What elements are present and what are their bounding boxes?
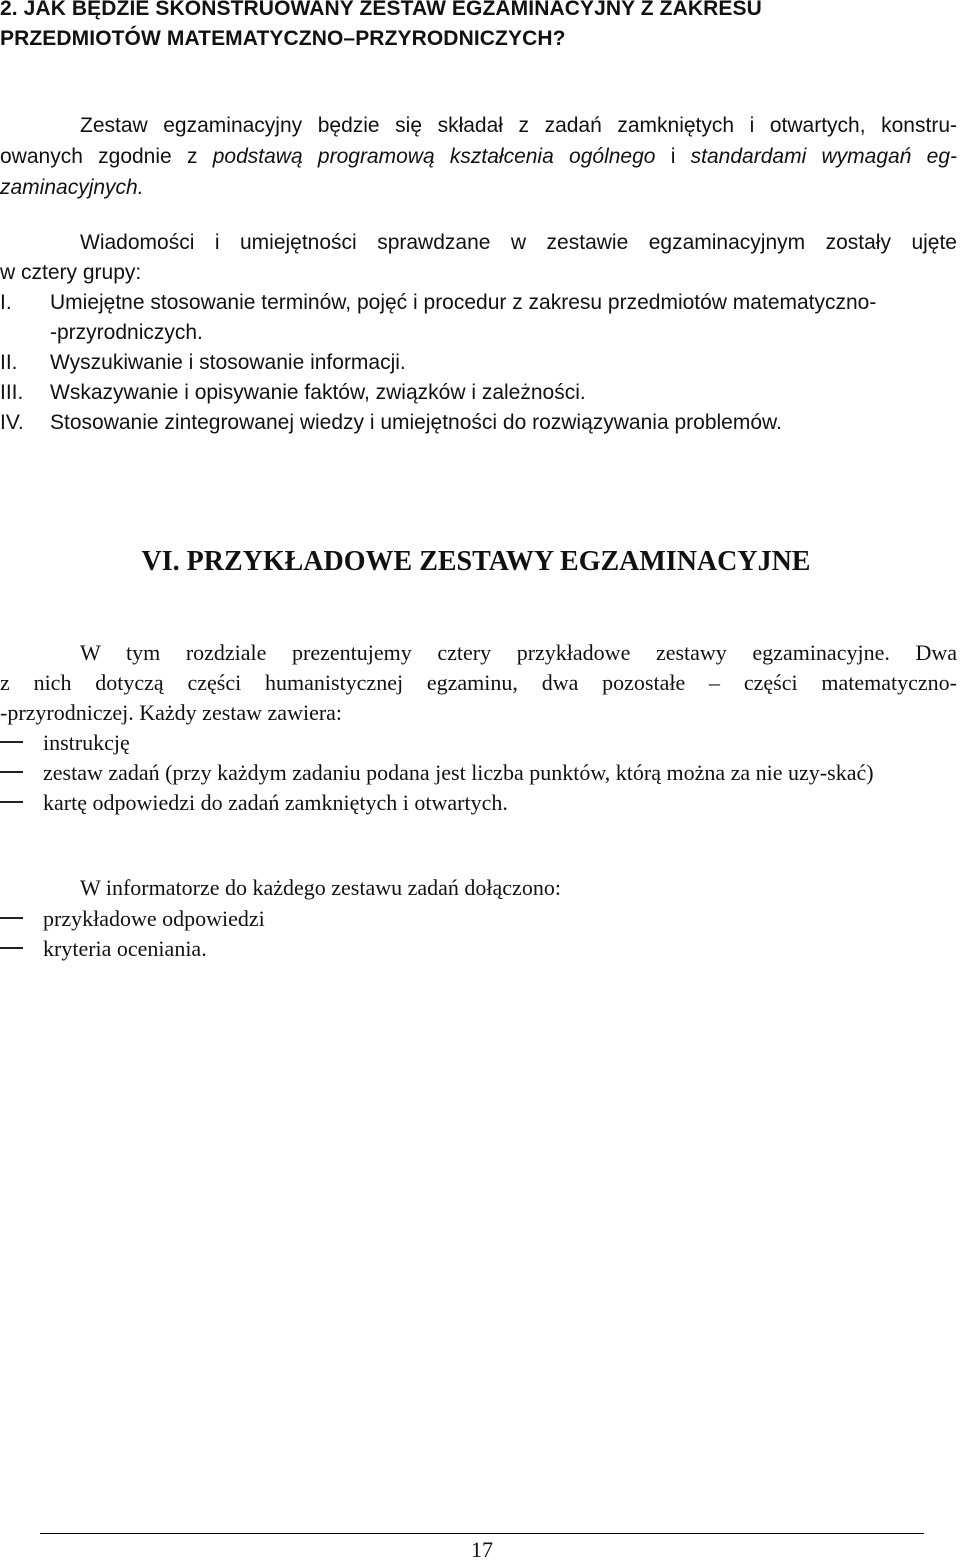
skills-lead-line2: w cztery grupy: (0, 261, 142, 284)
list-item (0, 904, 957, 934)
list-item-text: Wyszukiwanie i stosowanie informacji. (50, 351, 406, 374)
list-item (0, 288, 957, 348)
chapter-title-text: VI. PRZYKŁADOWE ZESTAWY EGZAMINACYJNE (141, 546, 811, 577)
list-item-text: przykładowe odpowiedzi (43, 906, 265, 931)
list-item-text: Stosowanie zintegrowanej wiedzy i umiejętności do rozwiązywania problemów. (50, 411, 782, 434)
skills-section (0, 228, 957, 438)
dash-bullet-icon (0, 788, 43, 818)
dash-bullet-icon (0, 728, 43, 758)
intro-text: owanych zgodnie z (0, 145, 213, 168)
list-item (0, 378, 957, 408)
section-heading-line2: PRZEDMIOTÓW MATEMATYCZNO–PRZYRODNICZYCH? (0, 27, 566, 50)
list-item (0, 934, 957, 964)
intro-text-and: i (655, 145, 691, 168)
section-heading-line1: 2. JAK BĘDZIE SKONSTRUOWANY ZESTAW EGZAMINACYJNY Z ZAKRESU (0, 0, 762, 20)
list-item-text (50, 288, 876, 348)
list-item (0, 758, 957, 788)
list-item (0, 348, 957, 378)
list-item-text: kryteria oceniania. (43, 936, 207, 961)
attachments-lead: W informatorze do każdego zestawu zadań dołączono: (80, 875, 561, 900)
section-heading (0, 0, 955, 54)
list-item (0, 728, 957, 758)
list-item-text: instrukcję (43, 730, 130, 755)
intro-line1: Zestaw egzaminacyjny będzie się składał z zadań zamkniętych i otwartych, konstru- (80, 114, 957, 137)
list-item-number: IV. (0, 411, 24, 434)
list-item (0, 408, 957, 438)
list-item-text-line1: Umiejętne stosowanie terminów, pojęć i procedur z zakresu przedmiotów matematyczno- (50, 291, 877, 314)
chapter-intro-line2: z nich dotyczą części humanistycznej egzaminu, dwa pozostałe – części matematyczno- (0, 670, 957, 695)
footer-rule (40, 1533, 924, 1534)
list-item-text: zestaw zadań (przy każdym zadaniu podana jest liczba punktów, którą można za nie uzy-skać) (43, 760, 874, 785)
page-number: 17 (471, 1537, 493, 1562)
list-item (0, 788, 957, 818)
intro-line2 (0, 141, 957, 172)
intro-paragraph (0, 110, 957, 203)
list-item-number: III. (0, 381, 24, 404)
dash-bullet-icon (0, 758, 43, 788)
attachments-list (0, 904, 957, 964)
list-item-number: I. (0, 291, 12, 314)
list-item-text: kartę odpowiedzi do zadań zamkniętych i otwartych. (43, 790, 508, 815)
chapter-intro-line1: W tym rozdziale prezentujemy cztery przykładowe zestawy egzaminacyjne. Dwa (80, 640, 957, 665)
intro-line3 (0, 172, 957, 203)
dash-bullet-icon (0, 904, 43, 934)
set-contents-list (0, 728, 957, 818)
chapter-intro-paragraph (0, 638, 957, 728)
intro-italic-standards: standardami wymagań eg- (690, 145, 957, 168)
chapter-intro-line3: -przyrodniczej. Każdy zestaw zawiera: (0, 700, 343, 725)
list-item-text-line2: -przyrodniczych. (50, 321, 203, 344)
chapter-title (0, 544, 960, 580)
intro-italic-end: zaminacyjnych. (0, 176, 144, 199)
list-item-number: II. (0, 351, 18, 374)
skills-lead-line1: Wiadomości i umiejętności sprawdzane w zestawie egzaminacyjnym zostały ujęte (80, 231, 957, 254)
dash-bullet-icon (0, 934, 43, 964)
list-item-text: Wskazywanie i opisywanie faktów, związków i zależności. (50, 381, 586, 404)
intro-italic-curriculum: podstawą programową kształcenia ogólnego (212, 145, 656, 168)
skill-groups-list (0, 288, 957, 438)
